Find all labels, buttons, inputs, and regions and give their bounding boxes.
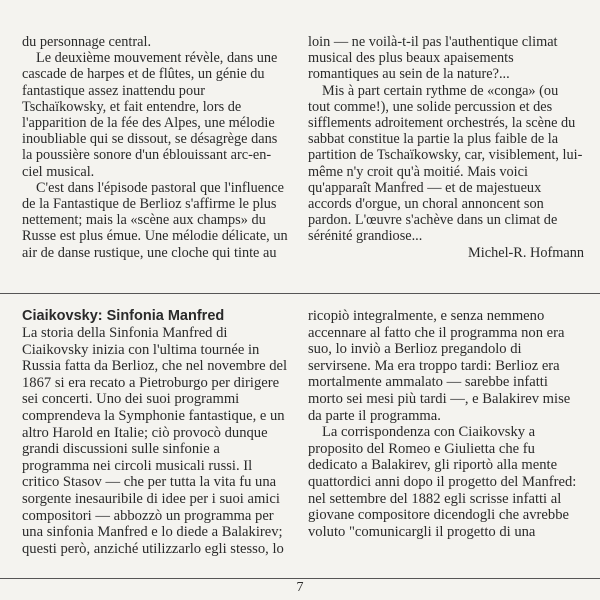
section-heading: Ciaikovsky: Sinfonia Manfred bbox=[22, 308, 225, 324]
paragraph: C'est dans l'épisode pastoral que l'influence de la Fantastique de Berlioz s'affirme le plus nettement; mais la «scène aux champs» du Russe est plus émue. Une mélodie délicate, un air de danse rustique, une cloche qui tinte au bbox=[22, 179, 288, 261]
paragraph: Mis à part certain rythme de «conga» (ou tout comme!), une solide percussion et des sifflements adroitement orchestrés, la scène du sabbat constitue la partie la plus faible de la partition de Tschaïkowsky, car, visiblement, lui-même n'y croit qu'à moitié. Mais voici qu'apparaît Manfred — et de majestueux accords d'orgue, un choral annoncent son pardon. L'œuvre s'achève dans un climat de sérénité grandiose... bbox=[308, 82, 583, 245]
paragraph: La corrispondenza con Ciaikovsky a proposito del Romeo e Giulietta che fu dedicato a Balakirev, gli riportò alla mente quattordici anni dopo il progetto del Manfred: nel settembre del 1882 egli scrisse infatti al giovane compositore dicendogli che avrebbe voluto "comunicargli il progetto di una bbox=[308, 424, 577, 540]
footer-divider bbox=[0, 578, 600, 579]
page-number: 7 bbox=[296, 580, 304, 595]
italian-right-column bbox=[308, 308, 584, 540]
italian-left-column bbox=[22, 308, 290, 557]
french-right-column bbox=[308, 34, 584, 261]
italian-section bbox=[0, 308, 600, 578]
section-divider bbox=[0, 293, 600, 294]
author-signature: Michel-R. Hofmann bbox=[468, 244, 584, 261]
paragraph: loin — ne voilà-t-il pas l'authentique climat musical des plus beaux apaisements romantiques au sein de la nature?... bbox=[308, 34, 558, 83]
paragraph: La storia della Sinfonia Manfred di Ciaikovsky inizia con l'ultima tournée in Russia fatta da Berlioz, che nel novembre del 1867 si era recato a Pietroburgo per dirigere sei concerti. Uno dei suoi programmi comprendeva la Symphonie fantastique, e un altro Harold en Italie; ciò provocò dunque grandi discussioni sulle sinfonie a programma nei circoli musicali russi. Il critico Stasov — che per tutta la vita fu una sorgente inesauribile di idee per i suoi amici compositori — abbozzò un programma per una sinfonia Manfred e lo diede a Balakirev; questi però, anziché utilizzarlo egli stesso, lo bbox=[22, 325, 288, 557]
french-left-column bbox=[22, 34, 290, 261]
paragraph: Le deuxième mouvement révèle, dans une cascade de harpes et de flûtes, un génie du fantastique assez inattendu pour Tschaïkowsky, et fait entendre, lors de l'apparition de la fée des Alpes, une mélodie inoubliable qui se dissout, se désagrège dans la poussière sonore d'un éblouissant arc-en-ciel musical. bbox=[22, 50, 278, 180]
paragraph: ricopiò integralmente, e senza nemmeno accennare al fatto che il programma non era suo, lo inviò a Berlioz pregandolo di servirsene. Ma era troppo tardi: Berlioz era mortalmente ammalato — sarebbe infatti morto sei mesi più tardi —, e Balakirev mise da parte il programma. bbox=[308, 308, 571, 424]
french-section bbox=[0, 34, 600, 292]
paragraph: du personnage central. bbox=[22, 34, 152, 50]
